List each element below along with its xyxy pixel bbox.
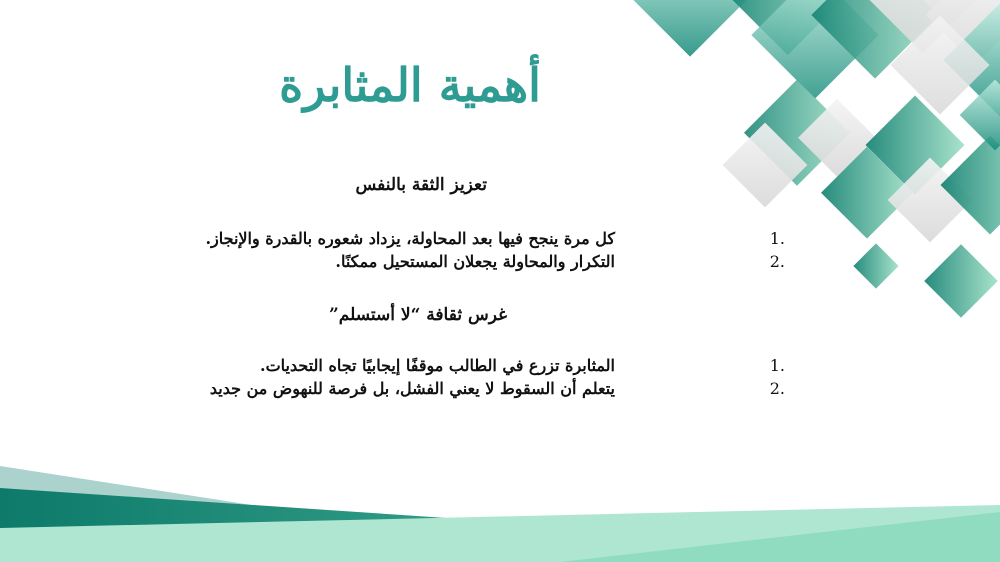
list-text: التكرار والمحاولة يجعلان المستحيل ممكنًا. [335,252,615,271]
slide-title: أهمية المثابرة [279,58,541,112]
list-number: 2. [769,252,785,271]
section-heading-no-surrender: غرس ثقافة “لا أستسلم” [329,305,507,325]
list-text: يتعلم أن السقوط لا يعني الفشل، بل فرصة للنهوض من جديد [209,379,615,398]
section-heading-confidence: تعزيز الثقة بالنفس [355,175,487,195]
list-item [160,379,785,401]
list-text: المثابرة تزرع في الطالب موقفًا إيجابيًا تجاه التحديات. [260,356,615,375]
list-item [160,356,785,378]
bottom-bands [0,466,1000,562]
list-item [160,252,785,274]
list-number: 1. [769,229,785,248]
list-number: 1. [769,356,785,375]
list-item [160,229,785,251]
list-text: كل مرة ينجح فيها بعد المحاولة، يزداد شعوره بالقدرة والإنجاز. [205,229,615,248]
list-number: 2. [769,379,785,398]
